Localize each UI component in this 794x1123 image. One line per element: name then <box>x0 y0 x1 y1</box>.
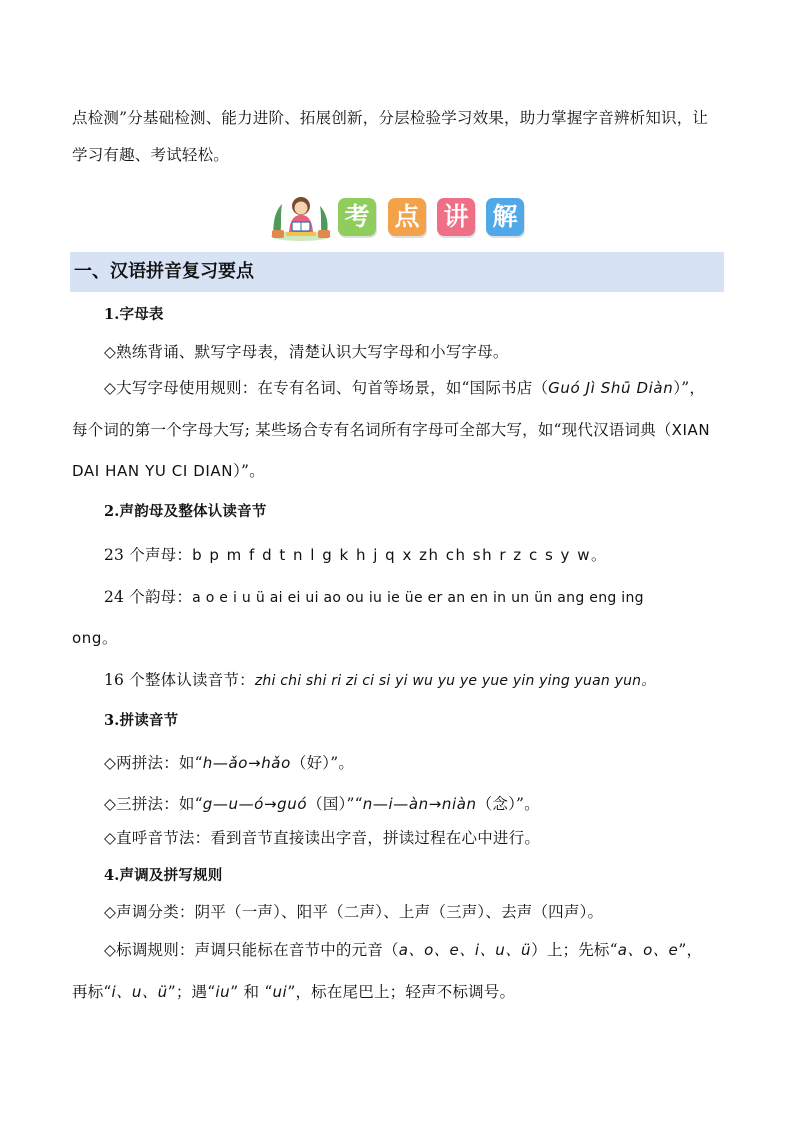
whole-syllables-line: 16 个整体认读音节：zhi chi shi ri zi ci si yi wu yu ye yue yin ying yuan yun。 <box>104 671 656 689</box>
alphabet-point-2-line-1: ◇大写字母使用规则：在专有名词、句首等场景，如“国际书店（Guó Jì Shū Diàn）”， <box>104 379 706 397</box>
tone-rule-line-2: 再标“i、u、ü”；遇“iu” 和 “ui”，标在尾巴上；轻声不标调号。 <box>72 983 516 1001</box>
finals-line: 24 个韵母：a o e i u ü ai ei ui ao ou iu ie üe er an en in un ün ang eng ing <box>104 588 644 606</box>
tone-rule-line-1: ◇标调规则：声调只能标在音节中的元音（a、o、e、i、u、ü）上；先标“a、o、e”， <box>104 941 703 959</box>
alphabet-point-2-line-3: DAI HAN YU CI DIAN）”。 <box>72 462 265 480</box>
direct-reading: ◇直呼音节法：看到音节直接读出字音，拼读过程在心中进行。 <box>104 829 541 847</box>
banner-tile-dian: 点 <box>388 198 426 236</box>
intro-line-2: 学习有趣、考试轻松。 <box>72 146 230 164</box>
alphabet-point-1: ◇熟练背诵、默写字母表，清楚认识大写字母和小写字母。 <box>104 343 509 361</box>
alphabet-point-2-line-2: 每个词的第一个字母大写; 某些场合专有名词所有字母可全部大写，如“现代汉语词典（XIAN <box>72 421 711 439</box>
intro-line-1: 点检测”分基础检测、能力进阶、拓展创新，分层检验学习效果，助力掌握字音辨析知识，让 <box>72 109 709 127</box>
reading-girl-icon <box>268 192 334 242</box>
finals-line-end: ong。 <box>72 629 118 647</box>
banner-tile-kao: 考 <box>338 198 376 236</box>
three-part-spelling: ◇三拼法：如“g—u—ó→guó（国）”“n—i—àn→niàn（念）”。 <box>104 795 540 813</box>
subheading-spelling: 3.拼读音节 <box>104 712 179 729</box>
subheading-tones: 4.声调及拼写规则 <box>104 867 223 884</box>
section-heading: 一、汉语拼音复习要点 <box>70 252 724 292</box>
subheading-alphabet: 1.字母表 <box>104 306 164 323</box>
banner-tile-jie: 解 <box>486 198 524 236</box>
tone-categories: ◇声调分类：阴平（一声）、阳平（二声）、上声（三声）、去声（四声）。 <box>104 903 604 921</box>
banner-tile-jiang: 讲 <box>437 198 475 236</box>
subheading-initials-finals: 2.声韵母及整体认读音节 <box>104 503 267 520</box>
initials-line: 23 个声母：b p m f d t n l g k h j q x zh ch sh r z c s y w。 <box>104 546 608 564</box>
section-banner <box>268 192 528 242</box>
two-part-spelling: ◇两拼法：如“h—ǎo→hǎo（好）”。 <box>104 754 355 772</box>
